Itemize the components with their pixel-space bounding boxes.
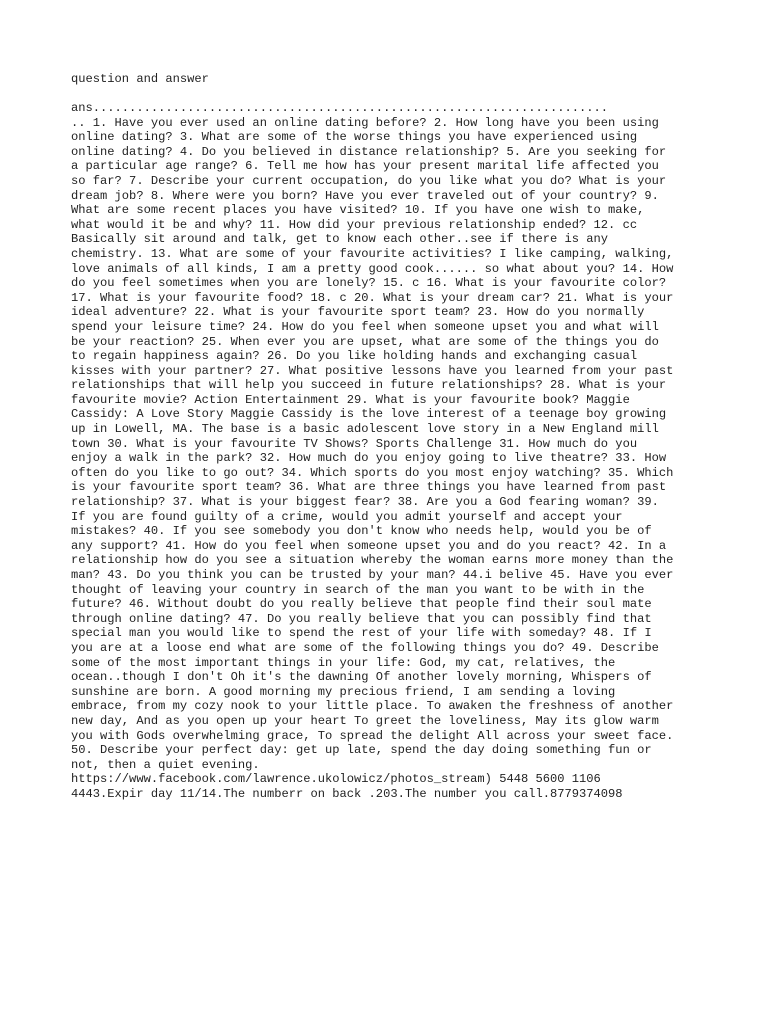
body-text-line: favourite movie? Action Entertainment 29. What is your favourite book? Maggie <box>71 392 630 407</box>
body-text-line: online dating? 3. What are some of the worse things you have experienced using <box>71 130 638 145</box>
body-text-line: often do you like to go out? 34. Which sports do you most enjoy watching? 35. Which <box>71 465 674 480</box>
body-text-line: town 30. What is your favourite TV Shows? Sports Challenge 31. How much do you <box>71 436 638 451</box>
body-text-line: Cassidy: A Love Story Maggie Cassidy is the love interest of a teenage boy growing <box>71 407 667 422</box>
body-text-line: man? 43. Do you think you can be trusted by your man? 44.i belive 45. Have you ever <box>71 568 674 582</box>
document-body <box>71 101 673 802</box>
body-text-line: not, then a quiet evening. <box>71 757 260 772</box>
body-text-line: some of the most important things in your life: God, my cat, relatives, the <box>71 655 616 670</box>
body-text-line: If you are found guilty of a crime, would you admit yourself and accept your <box>71 509 623 524</box>
body-text-line: any support? 41. How do you feel when someone upset you and do you react? 42. In a <box>71 538 667 553</box>
body-text-line: you with Gods overwhelming grace, To spread the delight All across your sweet face. <box>71 728 674 743</box>
body-text-line: Basically sit around and talk, get to know each other..see if there is any <box>71 232 609 247</box>
body-text-line: spend your leisure time? 24. How do you feel when someone upset you and what will <box>71 319 659 334</box>
body-text-line: online dating? 4. Do you believed in distance relationship? 5. Are you seeking for <box>71 144 667 159</box>
body-text-line: enjoy a walk in the park? 32. How much do you enjoy going to live theatre? 33. How <box>71 451 667 466</box>
body-text-line: ocean..though I don't Oh it's the dawning Of another lovely morning, Whispers of <box>71 670 652 685</box>
document-title: question and answer <box>71 72 209 86</box>
body-text-line: do you feel sometimes when you are lonely? 15. c 16. What is your favourite color? <box>71 276 667 291</box>
body-text-line: special man you would like to spend the rest of your life with someday? 48. If I <box>71 626 652 641</box>
body-text-line: 50. Describe your perfect day: get up late, spend the day doing something fun or <box>71 743 652 758</box>
body-text-line: dream job? 8. Where were you born? Have you ever traveled out of your country? 9. <box>71 188 659 203</box>
body-text-line: What are some recent places you have visited? 10. If you have one wish to make, <box>71 203 645 218</box>
body-text-line: so far? 7. Describe your current occupation, do you like what you do? What is your <box>71 173 667 188</box>
body-text-line: 17. What is your favourite food? 18. c 20. What is your dream car? 21. What is your <box>71 290 674 305</box>
body-text-line: through online dating? 47. Do you really believe that you can possibly find that <box>71 611 652 626</box>
body-text-line: love animals of all kinds, I am a pretty good cook...... so what about you? 14. How <box>71 261 674 276</box>
body-text-line: ideal adventure? 22. What is your favourite sport team? 23. How do you normally <box>71 305 645 320</box>
body-text-line: https://www.facebook.com/lawrence.ukolowicz/photos_stream) 5448 5600 1106 <box>71 772 601 787</box>
body-text-line: kisses with your partner? 27. What positive lessons have you learned from your past <box>71 363 674 378</box>
body-text-line: what would it be and why? 11. How did your previous relationship ended? 12. cc <box>71 217 638 232</box>
body-text-line: up in Lowell, MA. The base is a basic adolescent love story in a New England mill <box>71 422 659 437</box>
body-text-line: a particular age range? 6. Tell me how has your present marital life affected you <box>71 159 659 174</box>
body-text-line: new day, And as you open up your heart To greet the loveliness, May its glow warm <box>71 713 659 728</box>
body-text-line: relationship? 37. What is your biggest fear? 38. Are you a God fearing woman? 39. <box>71 495 659 510</box>
body-text-line: mistakes? 40. If you see somebody you don't know who needs help, would you be of <box>71 524 652 539</box>
body-text-line: ans....................................................................... <box>71 101 609 115</box>
body-text-line: is your favourite sport team? 36. What are three things you have learned from past <box>71 480 667 495</box>
body-text-line: 4443.Expir day 11/14.The numberr on back .203.The number you call.8779374098 <box>71 786 623 801</box>
body-text-line: relationship how do you see a situation whereby the woman earns more money than the <box>71 553 674 568</box>
body-text-line: to regain happiness again? 26. Do you like holding hands and exchanging casual <box>71 349 638 364</box>
body-text-line: chemistry. 13. What are some of your favourite activities? I like camping, walking, <box>71 246 674 261</box>
body-text-line: you are at a loose end what are some of the following things you do? 49. Describe <box>71 640 659 655</box>
body-text-line: embrace, from my cozy nook to your little place. To awaken the freshness of another <box>71 699 674 714</box>
body-text-line: be your reaction? 25. When ever you are upset, what are some of the things you do <box>71 334 659 349</box>
body-text-line: sunshine are born. A good morning my precious friend, I am sending a loving <box>71 684 616 699</box>
body-text-line: .. 1. Have you ever used an online dating before? 2. How long have you been using <box>71 115 659 130</box>
body-text-line: future? 46. Without doubt do you really believe that people find their soul mate <box>71 597 652 612</box>
body-text-line: relationships that will help you succeed in future relationships? 28. What is your <box>71 378 667 393</box>
body-text-line: thought of leaving your country in search of the man you want to be with in the <box>71 582 645 597</box>
